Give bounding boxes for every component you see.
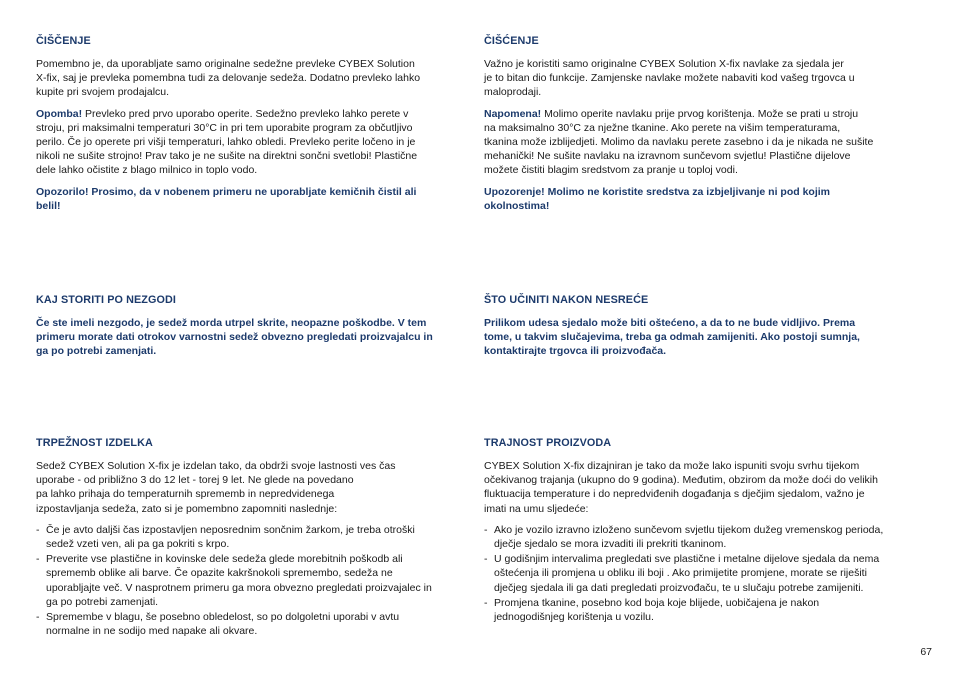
durability-section-sl	[36, 436, 468, 639]
list-item: - Če je avto daljši čas izpostavljen neposrednim sončnim žarkom, je treba otroški sedež vzeti ven, ali pa ga pokriti s krpo.	[36, 523, 468, 551]
list-item: - Spremembe v blagu, še posebno obledelost, so po dolgoletni uporabi v avtu normalne in ne sodijo med napake ali okvare.	[36, 610, 468, 638]
accident-text: Prilikom udesa sjedalo može biti oštećeno, a da to ne bude vidljivo. Prema tome, u takvim slučajevima, treba ga odmah zamijeniti. Ako postoji sumnja, kontaktirajte trgovca ili proizvođača.	[484, 317, 860, 358]
list-item: - Preverite vse plastične in kovinske dele sedeža glede morebitnih poškodb ali sprememb oblike ali barve. Če opazite kakršnokoli spremembo, sedeža ne uporabljajte več. V nasprotnem primeru ga mora obvezno pregledati proizvajalec in ga po potrebi zamenjati.	[36, 552, 468, 609]
dash-list	[484, 523, 916, 624]
warning-paragraph: Upozorenje! Molimo ne koristite sredstva za izbjeljivanje ni pod kojim okolnostima!	[484, 185, 830, 212]
accident-section-sl	[36, 293, 468, 366]
list-item: - Promjena tkanine, posebno kod boja koje blijede, uobičajena je nakon jednogodišnjeg korištenja u vozilu.	[484, 596, 916, 624]
dash-list	[36, 523, 468, 639]
section-heading: ČIŠĆENJE	[484, 35, 539, 47]
cleaning-section-hr	[484, 34, 916, 220]
section-heading: ČIŠČENJE	[36, 35, 91, 47]
durability-section-hr	[484, 436, 916, 625]
page-number: 67	[920, 646, 932, 658]
accident-text: Če ste imeli nezgodo, je sedež morda utrpel skrite, neopazne poškodbe. V tem primeru morate dati otrokov varnostni sedež obvezno pregledati proizvajalcu in ga po potrebi zamenjati.	[36, 317, 433, 358]
accident-section-hr	[484, 293, 916, 366]
section-heading: KAJ STORITI PO NEZGODI	[36, 294, 176, 306]
paragraph: CYBEX Solution X-fix dizajniran je tako da može lako ispuniti svoju svrhu tijekom očekivanog trajanja (ukupno do 9 godina). Međutim, obzirom da može doći do velikih fluktuacija temperature i do nepredviđenih događanja s dječjim sjedalom, važno je imati na umu sljedeće:	[484, 460, 878, 515]
section-heading: ŠTO UČINITI NAKON NESREĆE	[484, 294, 649, 306]
paragraph: Pomembno je, da uporabljate samo originalne sedežne prevleke CYBEX Solution X-fix, saj je prevleka pomembna tudi za delovanje sedeža. Dodatno prevleko lahko kupite pri svojem prodajalcu.	[36, 58, 421, 99]
paragraph: Važno je koristiti samo originalne CYBEX Solution X-fix navlake za sjedala jer je to bitan dio funkcije. Zamjenske navlake možete nabaviti kod vašeg trgovca u maloprodaji.	[484, 58, 855, 99]
paragraph: Sedež CYBEX Solution X-fix je izdelan tako, da obdrži svoje lastnosti ves čas uporabe - od približno 3 do 12 let - torej 9 let. Ne glede na povedano pa lahko prihaja do temperaturnih sprememb in nepredvidenega izpostavljanja sedeža, zato si je pomembno zapomniti naslednje:	[36, 460, 396, 515]
list-item: - U godišnjim intervalima pregledati sve plastične i metalne dijelove sjedala da nema oštećenja ili promjena u obliku ili boji . Ako primijetite promjene, morate se riješiti dječjeg sjedala ili ga dati pregledati proizvođaču, te u slučaju potrebe zamijeniti.	[484, 552, 916, 595]
note-text: Molimo operite navlaku prije prvog korištenja. Može se prati u stroju na maksimalno 30°C za nježne tkanine. Ako perete na višim temperaturama, tkanina može izblijedjeti. Molimo da navlaku perete zasebno i da je nikada ne sušite mehanički! Ne sušite navlaku na izravnom sunčevom svjetlu! Plastične dijelove možete čistiti blagim sredstvom za pranje u toploj vodi.	[484, 107, 874, 177]
warning-paragraph: Opozorilo! Prosimo, da v nobenem primeru ne uporabljate kemičnih čistil ali belil!	[36, 185, 417, 212]
note-text: Prevleko pred prvo uporabo operite. Sedežno prevleko lahko perete v stroju, pri maksimalni temperaturi 30°C in pri tem uporabite program za občutljivo perilo. Če jo operete pri višji temperaturi, lahko obledi. Prevleko perite ločeno in je nikoli ne sušite strojno! Prav tako je ne sušite na direktni sončni svetlobi! Plastične dele lahko očistite z blago milnico in toplo vodo.	[36, 107, 418, 177]
cleaning-section-sl	[36, 34, 468, 220]
note-paragraph	[484, 107, 916, 178]
note-label: Opomba!	[36, 107, 83, 120]
list-item: - Ako je vozilo izravno izloženo sunčevom svjetlu tijekom dužeg vremenskog perioda, dječje sjedalo se mora izvaditi ili prekriti tkaninom.	[484, 523, 916, 551]
section-heading: TRPEŽNOST IZDELKA	[36, 437, 153, 449]
note-label: Napomena!	[484, 107, 542, 120]
section-heading: TRAJNOST PROIZVODA	[484, 437, 612, 449]
note-paragraph	[36, 107, 468, 178]
